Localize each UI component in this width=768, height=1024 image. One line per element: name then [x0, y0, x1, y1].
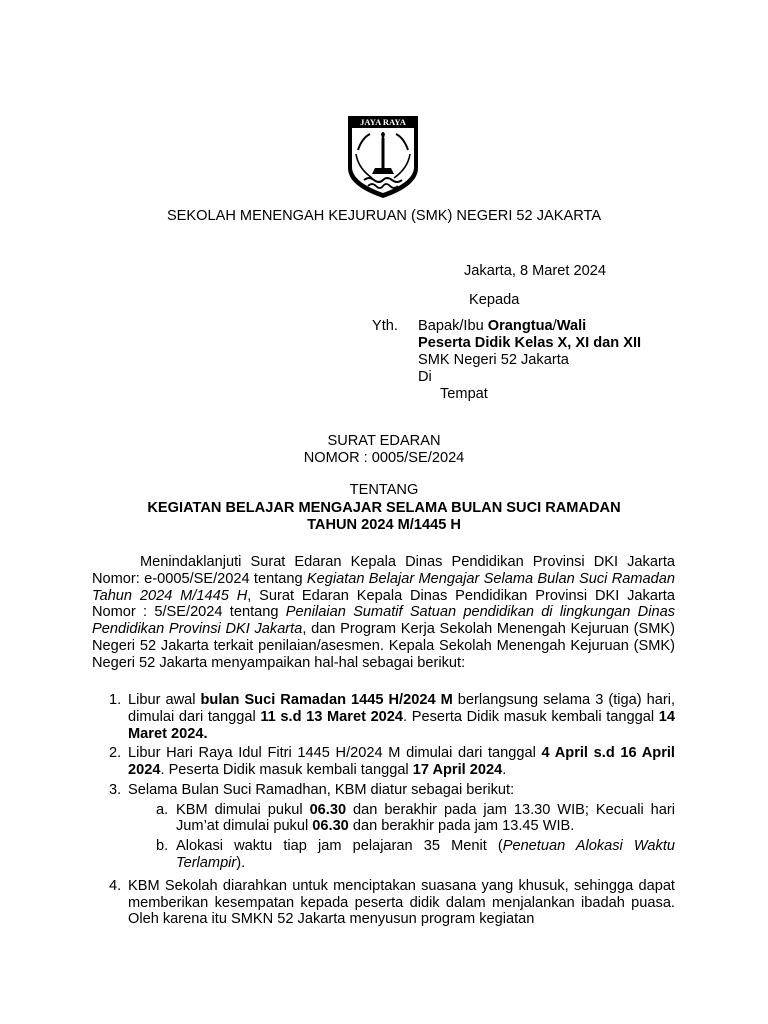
recipient-line-3: SMK Negeri 52 Jakarta — [418, 352, 569, 369]
list-item-3: 3. Selama Bulan Suci Ramadhan, KBM diatur sebagai berikut: — [109, 781, 515, 798]
list-item-3b: b. Alokasi waktu tiap jam pelajaran 35 Menit (Penetuan Alokasi Waktu Terlampir). — [156, 838, 675, 872]
logo-text: JAYA RAYA — [360, 117, 406, 127]
intro-paragraph: Menindaklanjuti Surat Edaran Kepala Dinas Pendidikan Provinsi DKI Jakarta Nomor: e-0005/SE/2024 tentang Kegiatan Belajar Mengajar Selama Bulan Suci Ramadan Tahun 2024 M/1445 H, Surat Edaran Kepala Dinas Pendidikan Provinsi DKI Jakarta Nomor : 5/SE/2024 tentang Penilaian Sumatif Satuan pendidikan di lingkungan Dinas Pendidikan Provinsi DKI Jakarta, dan Program Kerja Sekolah Menengah Kejuruan (SMK) Negeri 52 Jakarta terkait penilaian/asesmen. Kepala Sekolah Menengah Kejuruan (SMK) Negeri 52 Jakarta menyampaikan hal-hal sebagai berikut: — [92, 554, 675, 671]
title-line-1: SURAT EDARAN — [327, 433, 441, 449]
title-subject-1: KEGIATAN BELAJAR MENGAJAR SELAMA BULAN SUCI RAMADAN — [147, 500, 621, 516]
list-item-4: 4. KBM Sekolah diarahkan untuk menciptakan suasana yang khusuk, sehingga dapat memberikan kesempatan kepada peserta didik dalam menjalankan ibadah puasa. Oleh karena itu SMKN 52 Jakarta menyusun program kegiatan — [109, 877, 675, 928]
title-tentang: TENTANG — [349, 482, 419, 498]
title-line-2: NOMOR : 0005/SE/2024 — [303, 450, 465, 466]
list-item-3a: a. KBM dimulai pukul 06.30 dan berakhir pada jam 13.30 WIB; Kecuali hari Jum’at dimulai pukul 06.30 dan berakhir pada jam 13.45 WIB. — [156, 801, 675, 835]
numbered-list — [92, 692, 675, 931]
recipient-line-2: Peserta Didik Kelas X, XI dan XII — [418, 335, 642, 352]
recipient-line-4: Di — [418, 369, 432, 386]
yth-label: Yth. — [372, 318, 398, 334]
school-name: SEKOLAH MENENGAH KEJURUAN (SMK) NEGERI 52 JAKARTA — [166, 208, 602, 224]
list-item-1: 1. Libur awal bulan Suci Ramadan 1445 H/2024 M berlangsung selama 3 (tiga) hari, dimulai dari tanggal 11 s.d 13 Maret 2024. Peserta Didik masuk kembali tanggal 14 Maret 2024. — [109, 692, 675, 742]
title-subject-2: TAHUN 2024 M/1445 H — [307, 517, 461, 533]
jaya-raya-logo — [342, 110, 424, 200]
recipient-block — [418, 318, 641, 403]
kepada-label: Kepada — [469, 292, 520, 308]
recipient-line-5: Tempat — [440, 386, 488, 403]
list-item-2: 2. Libur Hari Raya Idul Fitri 1445 H/2024 M dimulai dari tanggal 4 April s.d 16 April 2024. Peserta Didik masuk kembali tanggal 17 April 2024. — [109, 745, 675, 779]
recipient-line-1: Bapak/Ibu Orangtua/Wali — [418, 318, 587, 334]
date-line: Jakarta, 8 Maret 2024 — [464, 263, 606, 279]
